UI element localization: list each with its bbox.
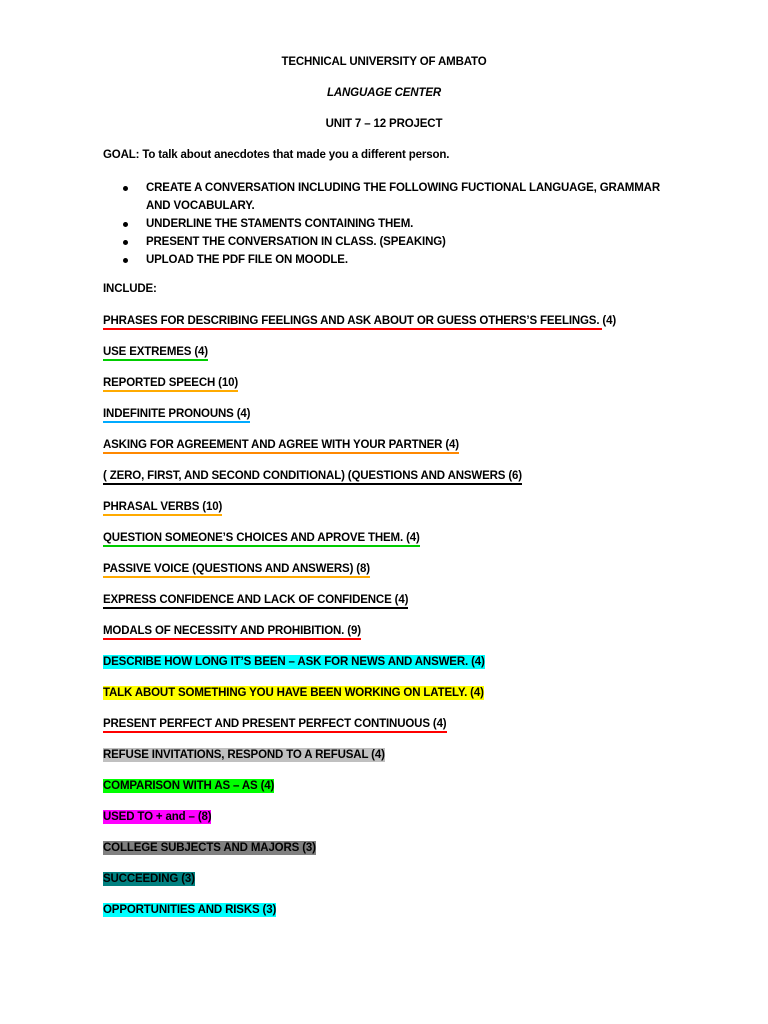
requirement-item [103, 654, 616, 685]
requirement-list [103, 313, 616, 933]
requirement-count: (4) [602, 315, 617, 327]
requirement-item [103, 561, 616, 592]
requirement-text: PASSIVE VOICE (QUESTIONS AND ANSWERS) (8) [103, 563, 370, 578]
include-label: INCLUDE: [103, 283, 157, 295]
requirement-text: USED TO + and – (8) [103, 811, 212, 823]
document-subtitle: LANGUAGE CENTER [326, 87, 442, 99]
instruction-text: UPLOAD THE PDF FILE ON MOODLE. [146, 254, 348, 266]
requirement-text: ( ZERO, FIRST, AND SECOND CONDITIONAL) (QUESTIONS AND ANSWERS (6) [103, 470, 522, 485]
requirement-text: TALK ABOUT SOMETHING YOU HAVE BEEN WORKING ON LATELY. (4) [103, 687, 484, 699]
instruction-list [123, 179, 663, 269]
requirement-item [103, 716, 616, 747]
requirement-item [103, 437, 616, 468]
requirement-item [103, 592, 616, 623]
bullet-icon [123, 240, 128, 245]
requirement-item [103, 623, 616, 654]
bullet-icon [123, 186, 128, 191]
instruction-text: UNDERLINE THE STAMENTS CONTAINING THEM. [146, 218, 414, 230]
requirement-item [103, 468, 616, 499]
goal-statement: GOAL: To talk about anecdotes that made you a different person. [103, 149, 450, 161]
requirement-text: USE EXTREMES (4) [103, 346, 208, 361]
requirement-text: OPPORTUNITIES AND RISKS (3) [103, 904, 277, 916]
requirement-text: COLLEGE SUBJECTS AND MAJORS (3) [103, 842, 316, 854]
requirement-text: SUCCEEDING (3) [103, 873, 195, 885]
requirement-item [103, 685, 616, 716]
requirement-item [103, 871, 616, 902]
requirement-text: DESCRIBE HOW LONG IT’S BEEN – ASK FOR NEWS AND ANSWER. (4) [103, 656, 485, 668]
requirement-text: REPORTED SPEECH (10) [103, 377, 238, 392]
requirement-text: QUESTION SOMEONE’S CHOICES AND APROVE THEM. (4) [103, 532, 420, 547]
requirement-item [103, 406, 616, 437]
requirement-text: PRESENT PERFECT AND PRESENT PERFECT CONTINUOUS (4) [103, 718, 447, 733]
requirement-text: ASKING FOR AGREEMENT AND AGREE WITH YOUR PARTNER (4) [103, 439, 459, 454]
unit-heading: UNIT 7 – 12 PROJECT [325, 118, 443, 130]
requirement-item [103, 375, 616, 406]
requirement-item [103, 344, 616, 375]
instruction-item [123, 179, 663, 215]
bullet-icon [123, 222, 128, 227]
requirement-text: REFUSE INVITATIONS, RESPOND TO A REFUSAL (4) [103, 749, 385, 761]
requirement-item [103, 778, 616, 809]
requirement-item [103, 747, 616, 778]
requirement-item [103, 809, 616, 840]
instruction-item [123, 215, 663, 233]
document-title: TECHNICAL UNIVERSITY OF AMBATO [281, 56, 487, 68]
requirement-text: PHRASAL VERBS (10) [103, 501, 222, 516]
requirement-text: COMPARISON WITH AS – AS (4) [103, 780, 275, 792]
requirement-text: MODALS OF NECESSITY AND PROHIBITION. (9) [103, 625, 361, 640]
instruction-item [123, 251, 663, 269]
requirement-text: EXPRESS CONFIDENCE AND LACK OF CONFIDENCE (4) [103, 594, 408, 609]
instruction-item [123, 233, 663, 251]
instruction-text: PRESENT THE CONVERSATION IN CLASS. (SPEAKING) [146, 236, 446, 248]
requirement-item [103, 313, 616, 344]
requirement-item [103, 840, 616, 871]
requirement-item [103, 902, 616, 933]
requirement-item [103, 499, 616, 530]
requirement-text: INDEFINITE PRONOUNS (4) [103, 408, 250, 423]
bullet-icon [123, 258, 128, 263]
requirement-text: PHRASES FOR DESCRIBING FEELINGS AND ASK ABOUT OR GUESS OTHERS’S FEELINGS. [103, 315, 602, 330]
instruction-text: CREATE A CONVERSATION INCLUDING THE FOLLOWING FUCTIONAL LANGUAGE, GRAMMAR AND VOCABULARY. [146, 182, 660, 212]
requirement-item [103, 530, 616, 561]
